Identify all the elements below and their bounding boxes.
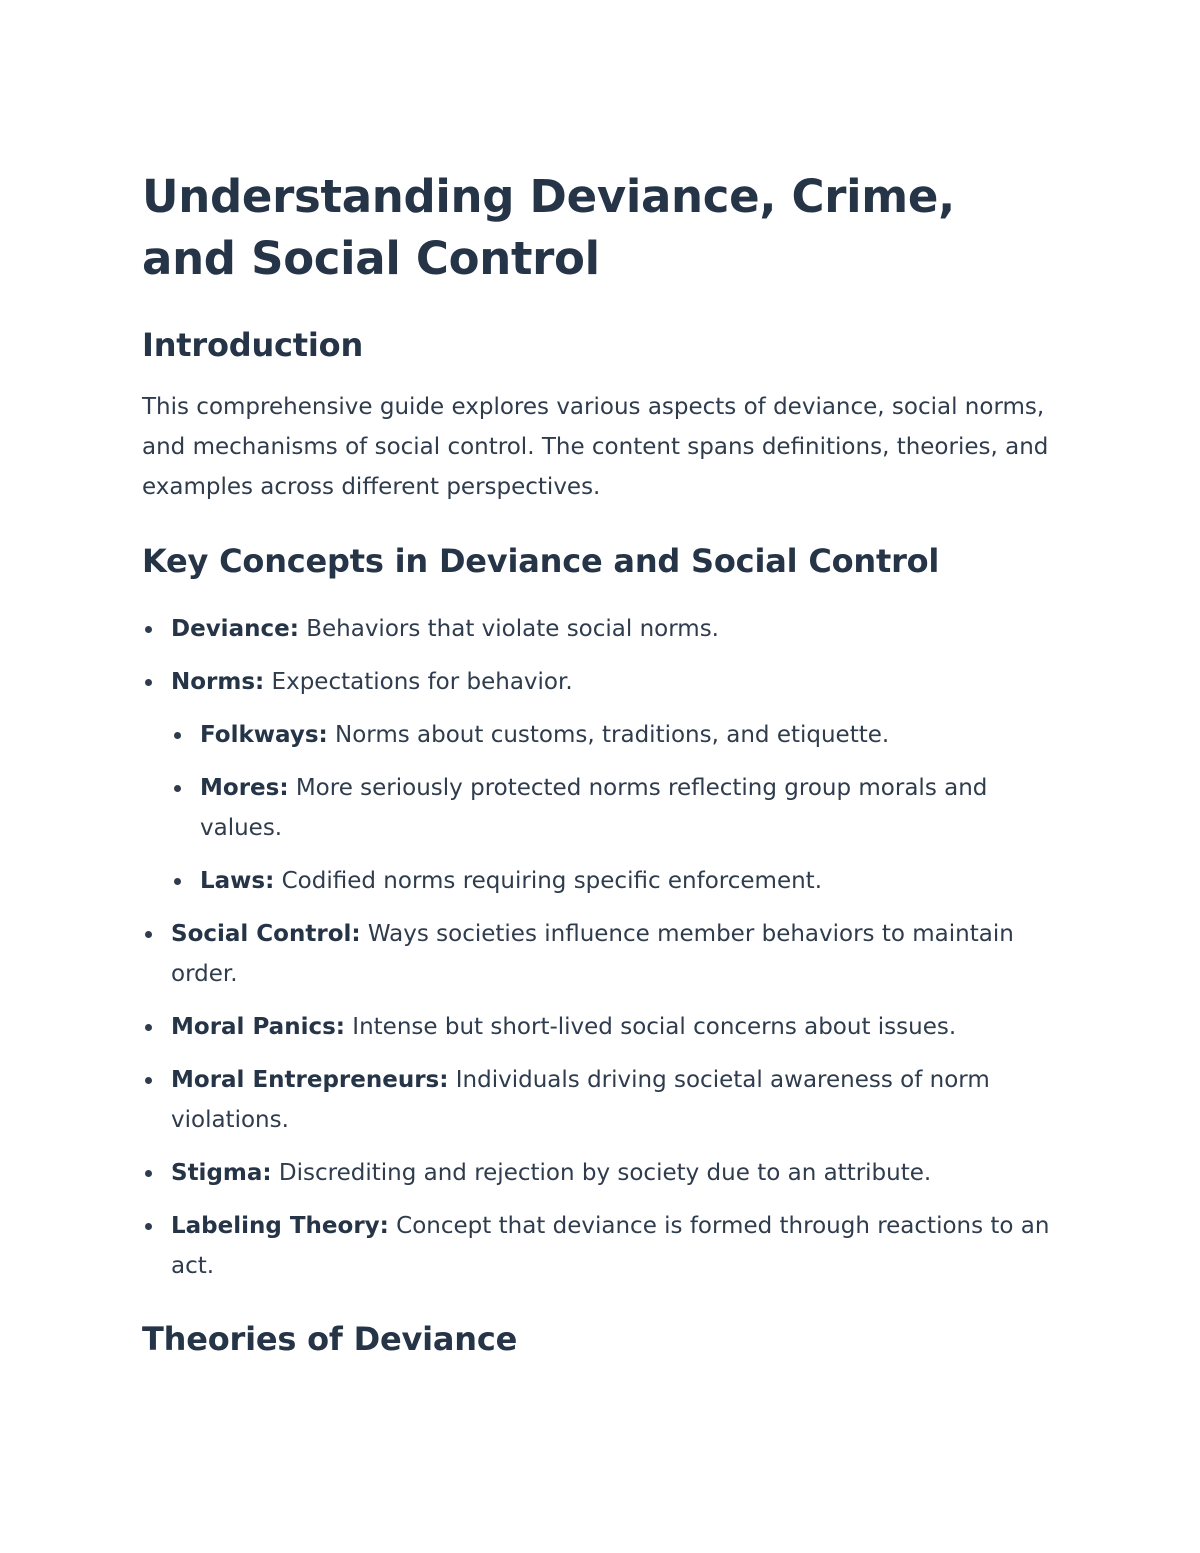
concept-item-moral-panics [142,1007,1062,1047]
norms-sub-list [171,715,1062,901]
concept-item-laws [171,861,1062,901]
concept-definition: Norms about customs, traditions, and etiquette. [327,722,890,748]
concept-item-moral-entrepreneurs [142,1060,1062,1140]
concept-term: Mores: [200,775,289,801]
concept-definition: Intense but short-lived social concerns about issues. [344,1014,957,1040]
concept-definition: Concept that deviance is formed through reactions to an act. [171,1213,1050,1279]
concept-item-mores [171,768,1062,848]
theories-heading: Theories of Deviance [142,1320,518,1358]
concept-item-stigma [142,1153,1062,1193]
concept-term: Norms: [171,669,265,695]
document-title: Understanding Deviance, Crime, and Social Control [142,170,955,285]
concept-term: Moral Entrepreneurs: [171,1067,449,1093]
concept-definition: Individuals driving societal awareness of norm violations. [171,1067,990,1133]
concept-item-social-control [142,914,1062,994]
concept-definition: Discrediting and rejection by society due to an attribute. [271,1160,932,1186]
concept-term: Folkways: [200,722,328,748]
key-concepts-heading: Key Concepts in Deviance and Social Control [142,542,940,580]
concept-item-labeling-theory [142,1206,1062,1286]
concept-term: Stigma: [171,1160,272,1186]
concept-definition: Expectations for behavior. [264,669,573,695]
concept-term: Labeling Theory: [171,1213,389,1239]
concept-item-deviance [142,609,1062,649]
concept-definition: Ways societies influence member behaviors to maintain order. [171,921,1014,987]
introduction-paragraph: This comprehensive guide explores various aspects of deviance, social norms, and mechanisms of social control. The content spans definitions, theories, and examples across different perspectives. [142,394,1049,500]
concept-item-folkways [171,715,1062,755]
concept-term: Social Control: [171,921,361,947]
concept-definition: More seriously protected norms reflecting group morals and values. [200,775,988,841]
concept-term: Moral Panics: [171,1014,345,1040]
introduction-heading: Introduction [142,326,364,364]
concept-term: Laws: [200,868,275,894]
concept-definition: Behaviors that violate social norms. [298,616,719,642]
concept-term: Deviance: [171,616,299,642]
document-content [142,166,1062,1359]
concept-definition: Codified norms requiring specific enforcement. [274,868,823,894]
concept-item-norms [142,662,1062,901]
key-concepts-list [142,609,1062,1286]
